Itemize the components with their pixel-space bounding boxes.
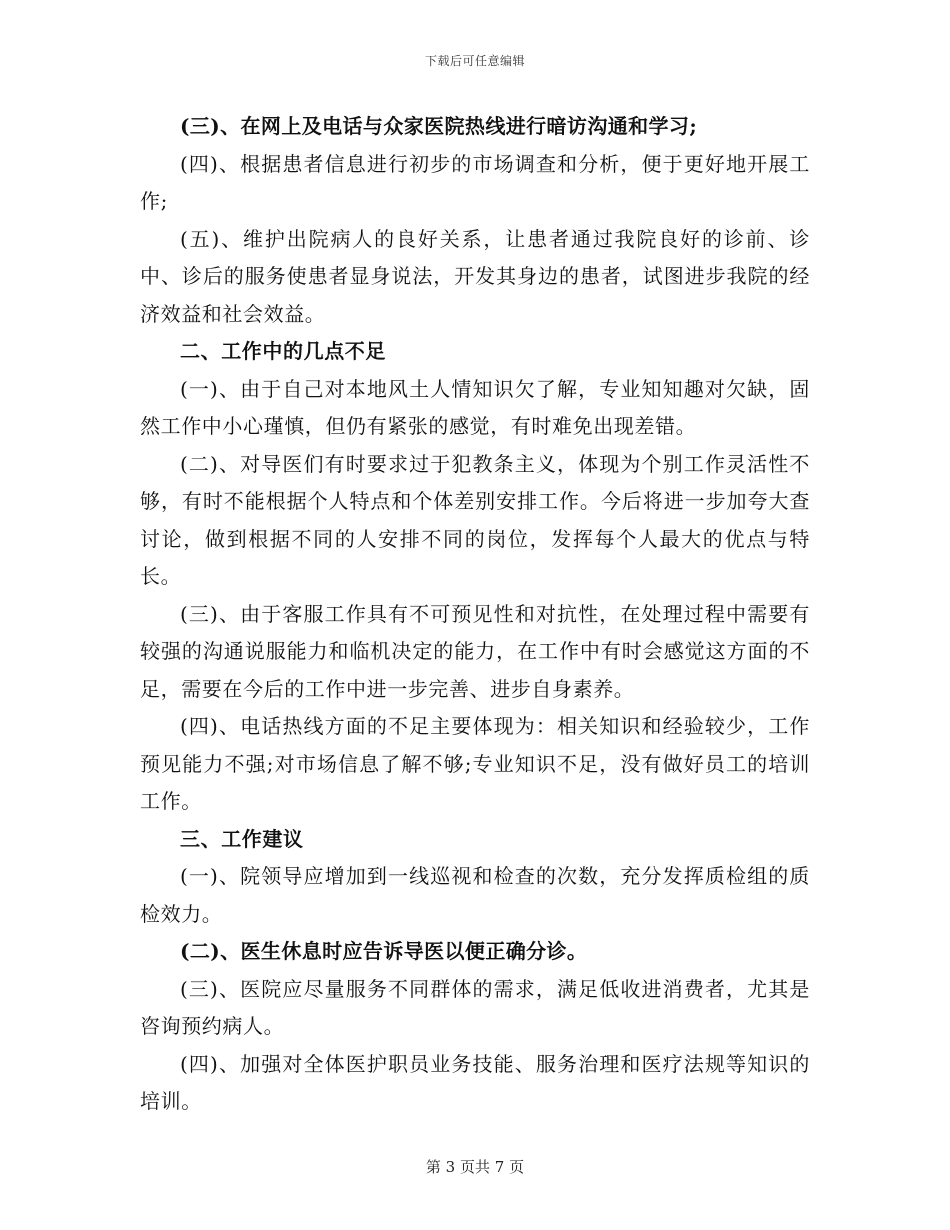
paragraph-8: (四)、电话热线方面的不足主要体现为：相关知识和经验较少，工作预见能力不强;对市场信息了解不够;专业知识不足，没有做好员工的培训工作。	[140, 714, 810, 813]
section-heading-3: 三、工作建议	[180, 826, 304, 851]
paragraph-1: (三)、在网上及电话与众家医院热线进行暗访沟通和学习;	[180, 114, 698, 138]
paragraph-2: (四)、根据患者信息进行初步的市场调查和分析，便于更好地开展工作;	[140, 151, 810, 213]
paragraph-5: (一)、由于自己对本地风土人情知识欠了解，专业知知趣对欠缺，固然工作中小心瑾慎，但仍有紧张的感觉，有时难免出现差错。	[140, 376, 810, 438]
paragraph-11: (二)、医生休息时应告诉导医以便正确分诊。	[180, 939, 588, 963]
page-header: 下载后可任意编辑	[424, 54, 525, 68]
paragraph-13: (四)、加强对全体医护职员业务技能、服务治理和医疗法规等知识的培训。	[140, 1051, 810, 1113]
paragraph-3: (五)、维护出院病人的良好关系，让患者通过我院良好的诊前、诊中、诊后的服务使患者显身说法，开发其身边的患者，试图进步我院的经济效益和社会效益。	[140, 226, 810, 326]
paragraph-12: (三)、医院应尽量服务不同群体的需求，满足低收进消费者，尤其是咨询预约病人。	[140, 976, 810, 1038]
paragraph-10: (一)、院领导应增加到一线巡视和检查的次数，充分发挥质检组的质检效力。	[140, 864, 810, 926]
document-body	[140, 108, 810, 1121]
paragraph-7: (三)、由于客服工作具有不可预见性和对抗性，在处理过程中需要有较强的沟通说服能力和临机决定的能力，在工作中有时会感觉这方面的不足，需要在今后的工作中进一步完善、进步自身素养。	[140, 601, 810, 701]
section-heading-2: 二、工作中的几点不足	[180, 339, 386, 363]
page-footer: 第 3 页共 7 页	[425, 1158, 525, 1176]
paragraph-6: (二)、对导医们有时要求过于犯教条主义，体现为个别工作灵活性不够，有时不能根据个人特点和个体差别安排工作。今后将进一步加夸大查讨论，做到根据不同的人安排不同的岗位，发挥每个人最大的优点与特长。	[140, 451, 810, 588]
